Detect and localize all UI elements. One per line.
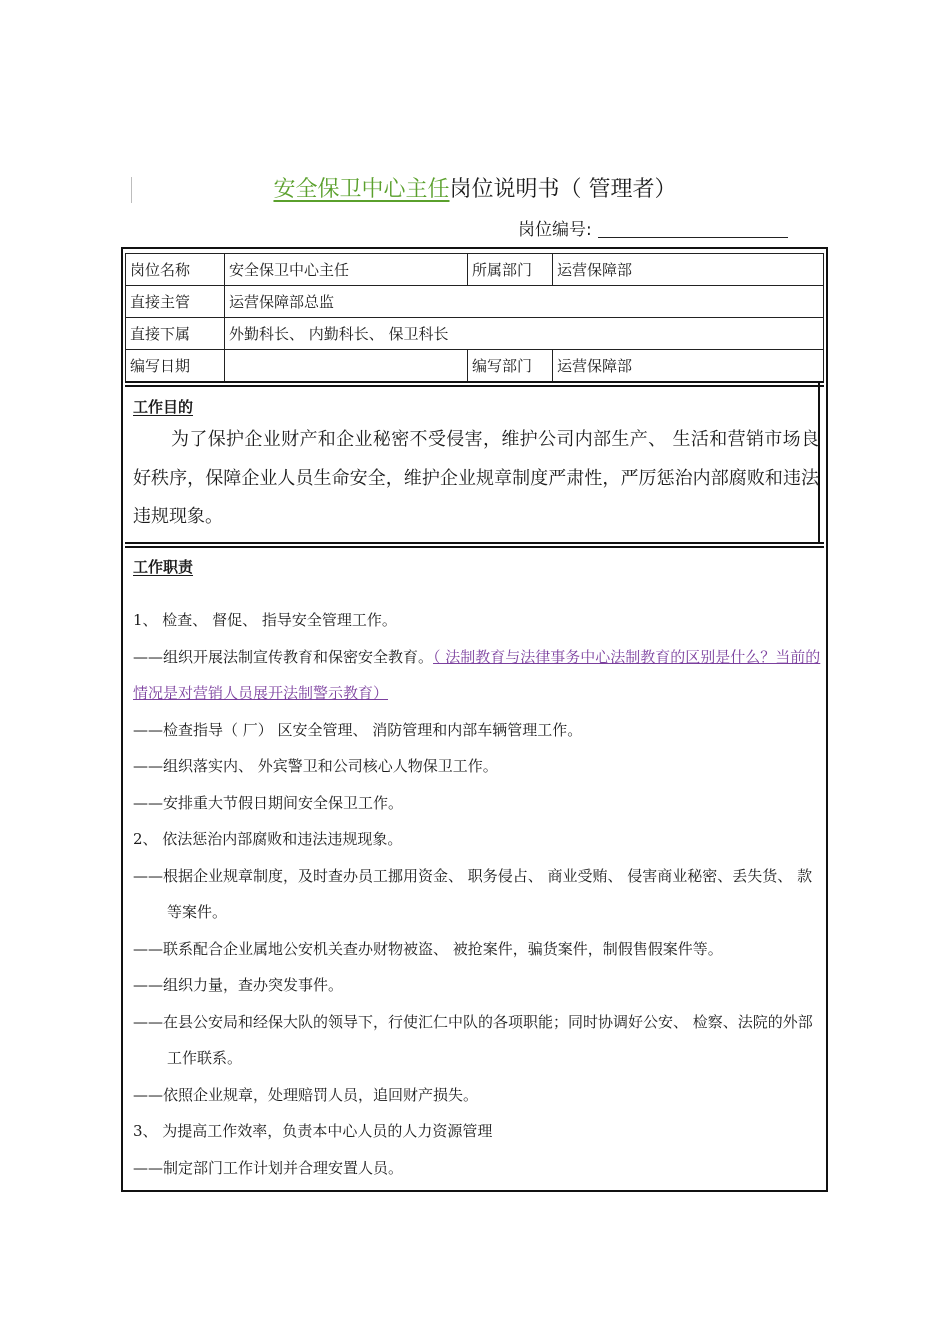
- purpose-heading: 工作目的: [133, 398, 194, 416]
- title-highlight: 安全保卫中心主任: [273, 177, 450, 202]
- position-code: [518, 215, 788, 240]
- section-divider: [125, 542, 824, 548]
- table-label: 编写部门: [468, 350, 553, 382]
- table-value: 运营保障部: [553, 254, 824, 286]
- duty-item: 3、 为提高工作效率，负责本中心人员的人力资源管理: [133, 1122, 493, 1140]
- purpose-text: [133, 421, 819, 537]
- duty-item: ——制定部门工作计划并合理安置人员。: [133, 1158, 404, 1177]
- table-value: [225, 350, 468, 382]
- position-code-label: 岗位编号:: [518, 220, 592, 240]
- table-value: 运营保障部总监: [225, 286, 824, 318]
- table-label: 岗位名称: [126, 254, 225, 286]
- table-row: [126, 254, 824, 286]
- table-row: [126, 350, 824, 382]
- duty-item: ——检查指导（ 厂） 区安全管理、 消防管理和内部车辆管理工作。: [133, 720, 583, 739]
- duty-item: ——组织落实内、 外宾警卫和公司核心人物保卫工作。: [133, 757, 498, 775]
- info-table: [125, 253, 824, 382]
- review-comment: （ 法制教育与法律事务中心法制教育的区别是什么？当前的情况是对营销人员展开法制警示教育）: [133, 647, 821, 702]
- position-code-blank: [598, 221, 788, 238]
- table-row: [126, 318, 824, 350]
- table-row: [126, 286, 824, 318]
- page-title: [0, 172, 950, 203]
- duty-item: ——组织力量，查办突发事件。: [133, 976, 344, 994]
- table-label: 直接下属: [126, 318, 225, 350]
- table-label: 所属部门: [468, 254, 553, 286]
- table-value: 外勤科长、 内勤科长、 保卫科长: [225, 318, 824, 350]
- duty-item: ——安排重大节假日期间安全保卫工作。: [133, 793, 404, 812]
- section-divider: [125, 381, 824, 387]
- table-label: 编写日期: [126, 350, 225, 382]
- duties-heading: 工作职责: [133, 558, 194, 576]
- duty-item: ——在县公安局和经保大队的领导下，行使汇仁中队的各项职能；同时协调好公安、 检察、法院的外部工作联系。: [133, 1012, 813, 1067]
- duties-list: [133, 602, 823, 1186]
- title-rest: 岗位说明书（ 管理者）: [449, 177, 677, 202]
- duty-item: ——根据企业规章制度，及时查办员工挪用资金、 职务侵占、 商业受贿、 侵害商业秘密、丢失货、 款等案件。: [133, 866, 813, 921]
- duty-item: [133, 639, 823, 712]
- duty-item: 2、 依法惩治内部腐败和违法违规现象。: [133, 830, 403, 848]
- purpose-paragraph: 为了保护企业财产和企业秘密不受侵害，维护公司内部生产、 生活和营销市场良好秩序，保障企业人员生命安全，维护企业规章制度严肃性，严厉惩治内部腐败和违法违规现象。: [133, 429, 819, 527]
- table-value: 安全保卫中心主任: [225, 254, 468, 286]
- duty-text: ——组织开展法制宣传教育和保密安全教育。: [133, 647, 434, 666]
- table-value: 运营保障部: [553, 350, 824, 382]
- table-label: 直接主管: [126, 286, 225, 318]
- duty-item: ——依照企业规章，处理赔罚人员，追回财产损失。: [133, 1085, 479, 1104]
- duty-item: 1、 检查、 督促、 指导安全管理工作。: [133, 611, 397, 629]
- duty-item: ——联系配合企业属地公安机关查办财物被盗、 被抢案件，骗货案件，制假售假案件等。: [133, 939, 723, 958]
